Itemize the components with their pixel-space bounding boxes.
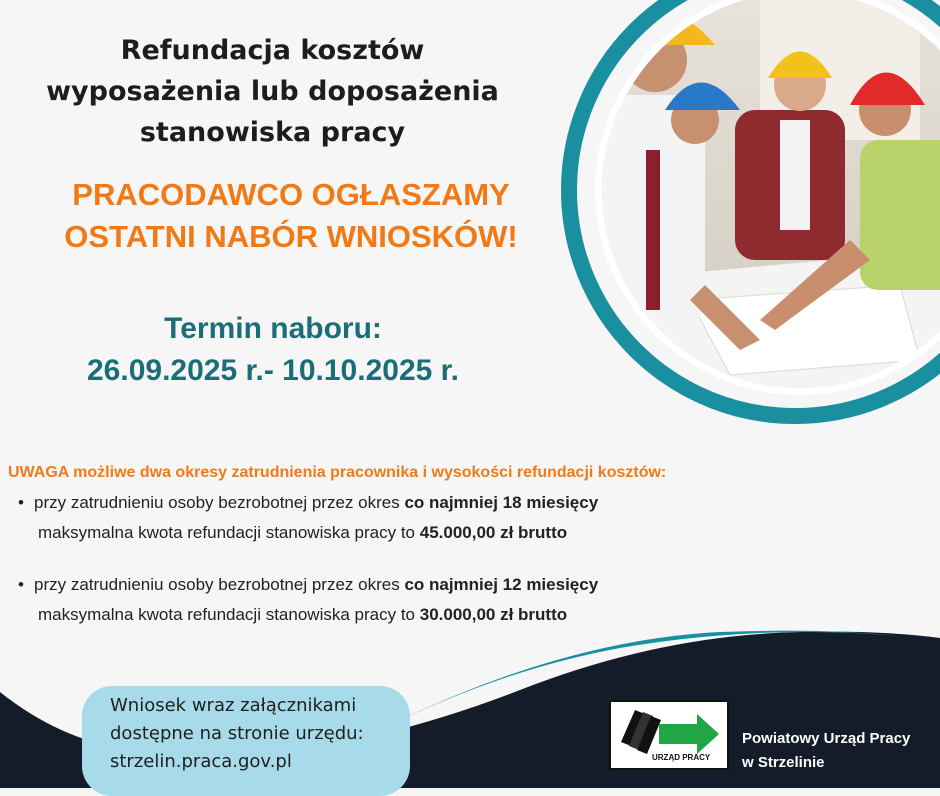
bullet-text: przy zatrudnieniu osoby bezrobotnej przez okres [34, 575, 405, 594]
headline-line-1: PRACODAWCO OGŁASZAMY [72, 177, 510, 212]
office-line-1: Powiatowy Urząd Pracy [742, 730, 911, 747]
info-line-1: Wniosek wraz załącznikami [110, 695, 357, 716]
headline-line-2: OSTATNI NABÓR WNIOSKÓW! [64, 219, 518, 254]
bullet-text: przy zatrudnieniu osoby bezrobotnej przez okres [34, 493, 405, 512]
bullet-amount: 45.000,00 zł brutto [419, 523, 568, 542]
headline [0, 174, 582, 258]
bullet-line-2 [18, 518, 598, 548]
page-title [0, 30, 545, 153]
office-name [742, 727, 910, 775]
bullet-dot: • [18, 575, 24, 594]
bullet-period: co najmniej 12 miesięcy [404, 575, 599, 594]
title-line-2: wyposażenia lub doposażenia [46, 76, 499, 107]
recruitment-period [0, 308, 546, 392]
title-line-1: Refundacja kosztów [120, 35, 425, 66]
bullet-dot: • [18, 493, 24, 512]
application-info-box [82, 686, 410, 796]
bullet-line-2-text: maksymalna kwota refundacji stanowiska pracy to [38, 523, 420, 542]
bullet-amount: 30.000,00 zł brutto [419, 605, 568, 624]
logo-caption: URZĄD PRACY [652, 753, 711, 762]
recruitment-period-dates: 26.09.2025 r.- 10.10.2025 r. [87, 354, 459, 387]
bullet-line-2-text: maksymalna kwota refundacji stanowiska pracy to [38, 605, 420, 624]
recruitment-period-label: Termin naboru: [164, 312, 382, 345]
info-line-2: dostępne na stronie urzędu: [110, 723, 364, 744]
info-website-link[interactable]: strzelin.praca.gov.pl [110, 751, 292, 772]
notice-heading: UWAGA możliwe dwa okresy zatrudnienia pracownika i wysokości refundacji kosztów: [8, 464, 667, 481]
bullet-period: co najmniej 18 miesięcy [404, 493, 599, 512]
bullet-item [18, 488, 598, 548]
title-line-3: stanowiska pracy [139, 117, 406, 148]
office-line-2: w Strzelinie [742, 754, 825, 771]
